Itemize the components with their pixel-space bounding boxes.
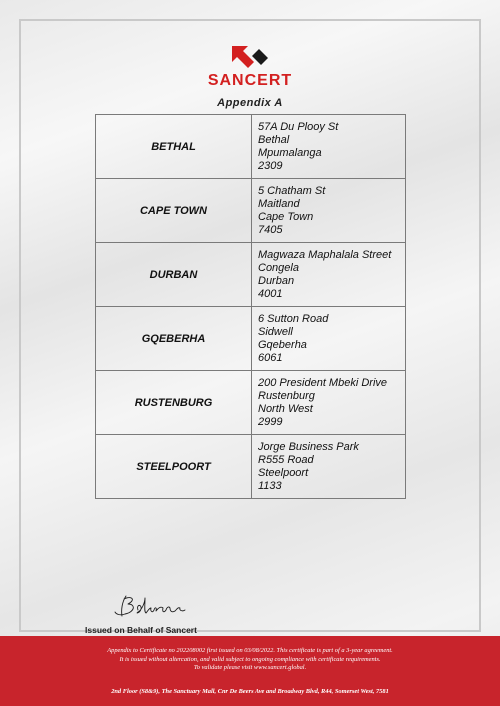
location-row xyxy=(96,243,406,307)
address-line: Mpumalanga xyxy=(258,146,322,159)
address-line: 2999 xyxy=(258,415,283,428)
address-line: 57A Du Plooy St xyxy=(258,120,339,133)
location-address xyxy=(252,243,406,307)
address-line: North West xyxy=(258,402,313,415)
address-line: 200 President Mbeki Drive xyxy=(258,376,388,389)
location-city: CAPE TOWN xyxy=(96,179,252,243)
notice-line: It is issued without altercation, and valid subject to ongoing compliance with certificate requirements. xyxy=(119,655,381,663)
footer-band xyxy=(0,636,500,706)
location-row xyxy=(96,435,406,499)
address-line: 6 Sutton Road xyxy=(258,312,329,325)
address-line: Magwaza Maphalala Street xyxy=(258,248,392,261)
notice-line: To validate please visit www.sancert.global. xyxy=(193,664,307,672)
location-city: RUSTENBURG xyxy=(96,371,252,435)
address-line: 4001 xyxy=(258,287,283,300)
location-row xyxy=(96,179,406,243)
location-city: STEELPOORT xyxy=(96,435,252,499)
address-line: Durban xyxy=(258,274,295,287)
location-address xyxy=(252,371,406,435)
address-line: Sidwell xyxy=(258,325,293,338)
logo-wordmark: SANCERT xyxy=(207,72,293,89)
location-address xyxy=(252,307,406,371)
location-address xyxy=(252,435,406,499)
sancert-arrow-icon xyxy=(230,44,270,70)
location-row xyxy=(96,115,406,179)
address-line: Steelpoort xyxy=(258,466,309,479)
address-line: Maitland xyxy=(258,197,300,210)
address-line: 2309 xyxy=(258,159,283,172)
address-line: 7405 xyxy=(258,223,283,236)
address-line: 5 Chatham St xyxy=(258,184,326,197)
location-row xyxy=(96,371,406,435)
address-line: R555 Road xyxy=(258,453,314,466)
page-title: Appendix A xyxy=(217,97,283,109)
address-line: Congela xyxy=(258,261,299,274)
address-line: Cape Town xyxy=(258,210,314,223)
location-city: BETHAL xyxy=(96,115,252,179)
issued-on-behalf-text: Issued on Behalf of Sancert xyxy=(85,625,197,635)
signature xyxy=(112,592,192,622)
address-line: Jorge Business Park xyxy=(258,440,359,453)
footer-address: 2nd Floor (S8&9), The Sanctuary Mall, Cnr De Beers Ave and Broadway Blvd, R44, Somerset West, 7581 xyxy=(111,688,389,695)
sancert-logo xyxy=(0,44,500,90)
address-line: 6061 xyxy=(258,351,283,364)
address-line: 1133 xyxy=(258,479,282,492)
location-city: DURBAN xyxy=(96,243,252,307)
location-address xyxy=(252,179,406,243)
address-line: Gqeberha xyxy=(258,338,307,351)
location-row xyxy=(96,307,406,371)
address-line: Rustenburg xyxy=(258,389,315,402)
location-address xyxy=(252,115,406,179)
address-line: Bethal xyxy=(258,133,290,146)
certificate-notice xyxy=(0,647,500,673)
location-city: GQEBERHA xyxy=(96,307,252,371)
locations-table xyxy=(95,114,406,499)
notice-line: Appendix to Certificate no 202208002 first issued on 03/08/2022. This certificate is part of a 3-year agreement. xyxy=(107,647,393,654)
